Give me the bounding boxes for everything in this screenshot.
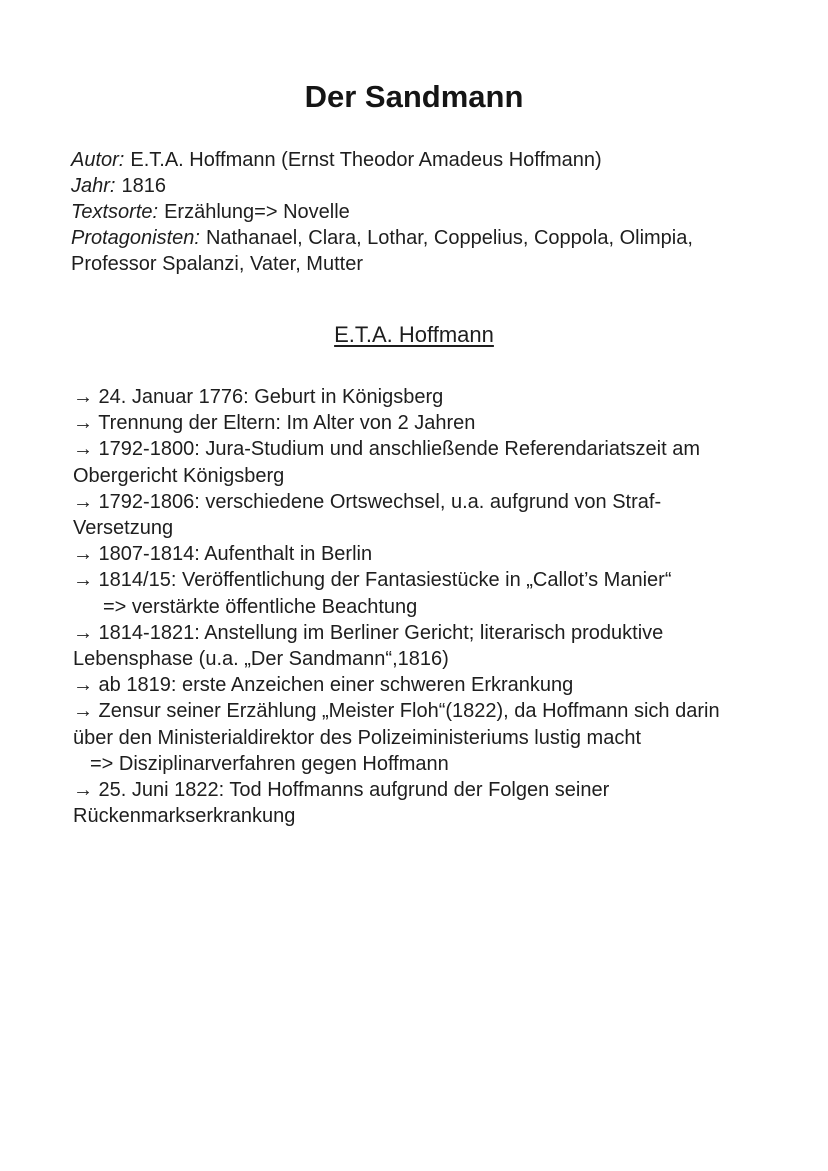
biography-list bbox=[73, 384, 720, 829]
bio-line: → 1814/15: Veröffentlichung der Fantasiestücke in „Callot’s Manier“ bbox=[73, 569, 672, 592]
meta-value-autor: E.T.A. Hoffmann (Ernst Theodor Amadeus Hoffmann) bbox=[130, 149, 602, 171]
meta-label-jahr: Jahr: bbox=[71, 175, 116, 197]
bio-line-continuation: Obergericht Königsberg bbox=[73, 464, 285, 487]
section-heading: E.T.A. Hoffmann bbox=[334, 322, 494, 347]
bio-line: → 1792-1806: verschiedene Ortswechsel, u.a. aufgrund von Straf- bbox=[73, 490, 662, 513]
bio-line: → 1792-1800: Jura-Studium und anschließende Referendariatszeit am bbox=[73, 438, 701, 461]
meta-value-protagonisten: Nathanael, Clara, Lothar, Coppelius, Coppola, Olimpia, Professor Spalanzi, Vater, Mutter bbox=[71, 227, 693, 275]
meta-value-jahr: 1816 bbox=[121, 175, 166, 197]
meta-label-textsorte: Textsorte: bbox=[71, 201, 159, 223]
meta-line-autor bbox=[71, 147, 753, 173]
meta-line-protagonisten bbox=[71, 225, 753, 277]
bio-line-result: => Disziplinarverfahren gegen Hoffmann bbox=[90, 752, 449, 775]
document-title: Der Sandmann bbox=[304, 79, 524, 114]
bio-line-continuation: Rückenmarkserkrankung bbox=[73, 805, 296, 828]
bio-line: → 1807-1814: Aufenthalt in Berlin bbox=[73, 543, 373, 566]
bio-line-continuation: Lebensphase (u.a. „Der Sandmann“,1816) bbox=[73, 648, 449, 671]
meta-line-textsorte bbox=[71, 199, 753, 225]
bio-line: → 25. Juni 1822: Tod Hoffmanns aufgrund der Folgen seiner bbox=[73, 779, 610, 802]
bio-line-continuation: über den Ministerialdirektor des Polizeiministeriums lustig macht bbox=[73, 726, 641, 749]
bio-line: → ab 1819: erste Anzeichen einer schweren Erkrankung bbox=[73, 674, 574, 697]
meta-line-jahr bbox=[71, 173, 753, 199]
bio-line-continuation: Versetzung bbox=[73, 517, 174, 540]
bio-line: → 24. Januar 1776: Geburt in Königsberg bbox=[73, 386, 444, 408]
bio-line: → Zensur seiner Erzählung „Meister Floh“(1822), da Hoffmann sich darin bbox=[73, 700, 720, 723]
bio-line: → Trennung der Eltern: Im Alter von 2 Jahren bbox=[73, 412, 476, 435]
meta-label-autor: Autor: bbox=[71, 149, 125, 171]
meta-block bbox=[71, 147, 753, 277]
bio-line-result: => verstärkte öffentliche Beachtung bbox=[103, 595, 418, 618]
meta-value-textsorte: Erzählung=> Novelle bbox=[164, 201, 350, 223]
meta-label-protagonisten: Protagonisten: bbox=[71, 227, 200, 249]
bio-line: → 1814-1821: Anstellung im Berliner Gericht; literarisch produktive bbox=[73, 621, 664, 644]
